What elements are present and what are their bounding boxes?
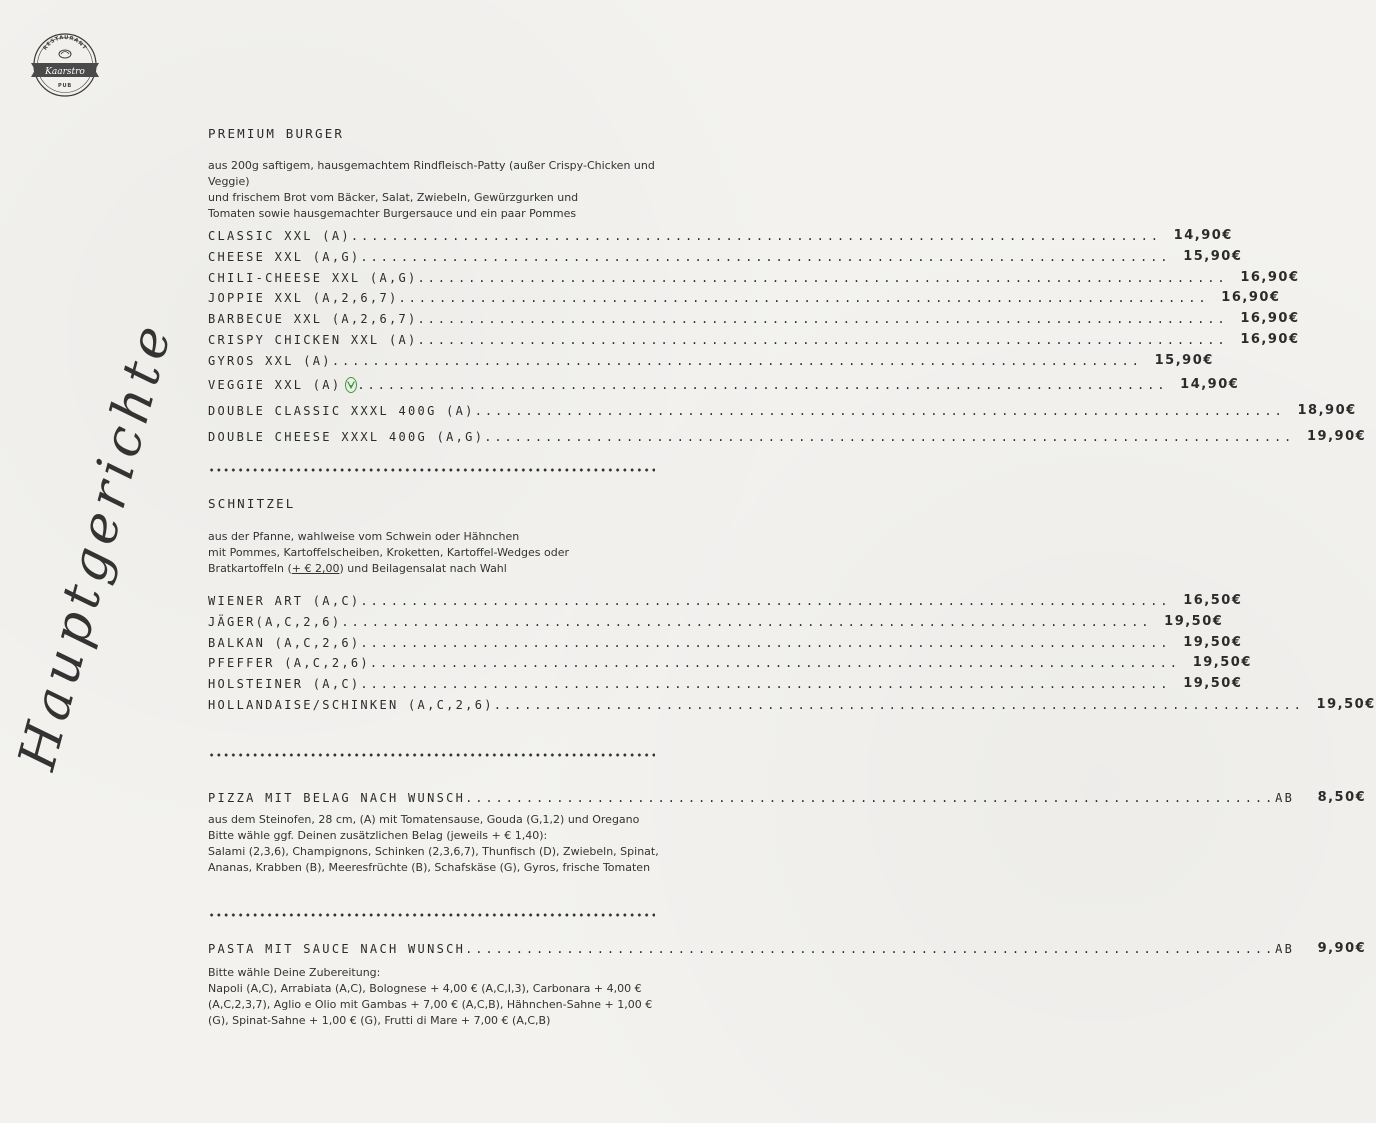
menu-item: [208, 612, 1224, 633]
item-price: 16,90€: [1221, 290, 1281, 306]
leader-dots: ................................................................................: [398, 291, 1209, 306]
schnitzel-desc-line: aus der Pfanne, wahlweise vom Schwein oder Hähnchen: [208, 530, 520, 543]
item-name: BALKAN (A,C,2,6): [208, 635, 361, 650]
item-price: 8,50€: [1317, 790, 1367, 805]
pizza-description: [208, 812, 678, 876]
dotted-divider: [208, 468, 655, 472]
schnitzel-title: SCHNITZEL: [208, 496, 296, 511]
leader-dots: ................................................................................: [369, 656, 1180, 671]
menu-item: [208, 424, 1367, 450]
pizza-desc-line: Salami (2,3,6), Champignons, Schinken (2,3,6,7), Thunfisch (D), Zwiebeln, Spinat,: [208, 844, 659, 858]
item-price: 19,50€: [1316, 696, 1376, 712]
item-name: PIZZA MIT BELAG NACH WUNSCH: [208, 791, 466, 805]
leader-dots: ................................................................................: [474, 403, 1285, 418]
menu-item: [208, 351, 1214, 372]
burger-section: [208, 124, 1367, 450]
logo-bottom-text: PUB: [58, 83, 72, 89]
burger-desc-line: Tomaten sowie hausgemachter Burgersauce und ein paar Pommes: [208, 207, 577, 220]
pizza-desc-line: aus dem Steinofen, 28 cm, (A) mit Tomatensause, Gouda (G,1,2) und Oregano: [208, 812, 640, 826]
item-price: 15,90€: [1183, 248, 1243, 264]
leader-dots: ................................................................................: [341, 614, 1152, 629]
schnitzel-desc-line: Bratkartoffeln (+ € 2,00) und Beilagensalat nach Wahl: [208, 562, 507, 575]
menu-item: [208, 268, 1300, 289]
surcharge-note: + € 2,00: [291, 562, 340, 575]
pasta-description: [208, 965, 658, 1029]
item-name: CRISPY CHICKEN XXL (A): [208, 332, 418, 347]
leader-dots: ................................................................................: [417, 332, 1228, 347]
menu-item: [208, 288, 1281, 309]
price-prefix: AB: [1275, 942, 1295, 956]
leader-dots: ................................................................................: [360, 594, 1171, 608]
item-name: CLASSIC XXL (A): [208, 229, 351, 243]
menu-item: [208, 372, 1240, 398]
item-name: CHILI-CHEESE XXL (A,G): [208, 270, 418, 285]
pasta-desc-line: (A,C,2,3,7), Aglio e Olio mit Gambas + 7,00 € (A,C,B), Hähnchen-Sahne + 1,00 €: [208, 997, 653, 1011]
item-price: 19,50€: [1192, 655, 1252, 671]
item-name: DOUBLE CHEESE XXXL 400G (A,G): [208, 429, 485, 444]
menu-item: [208, 653, 1252, 674]
item-name: JÄGER(A,C,2,6): [208, 614, 342, 629]
item-price: 16,90€: [1240, 269, 1300, 285]
side-title: Hauptgerichte: [7, 314, 185, 776]
menu-item: [208, 247, 1243, 268]
leader-dots: ................................................................................: [331, 353, 1142, 368]
burger-list: [208, 226, 1367, 450]
pasta-desc-line: Napoli (A,C), Arrabiata (A,C), Bolognese + 4,00 € (A,C,I,3), Carbonara + 4,00 €: [208, 981, 642, 995]
item-name: PASTA MIT SAUCE NACH WUNSCH: [208, 942, 466, 956]
menu-item: [208, 226, 1233, 247]
leader-dots: ................................................................................: [360, 635, 1171, 650]
leader-dots: ................................................................................: [360, 249, 1171, 264]
item-name: VEGGIE XXL (A): [208, 377, 342, 392]
item-price: 19,50€: [1183, 676, 1243, 692]
item-name: HOLLANDAISE/SCHINKEN (A,C,2,6): [208, 697, 494, 712]
logo-name: Kaarstro: [45, 67, 85, 77]
menu-item: [208, 309, 1300, 330]
logo-emblem-icon: [59, 50, 71, 58]
item-name: BARBECUE XXL (A,2,6,7): [208, 312, 418, 327]
burger-title: PREMIUM BURGER: [208, 126, 345, 141]
item-name: JOPPIE XXL (A,2,6,7): [208, 291, 399, 306]
leader-dots: ................................................................................: [417, 270, 1228, 285]
item-price: 14,90€: [1173, 228, 1233, 243]
logo-top-text: RESTAURANT: [42, 34, 88, 52]
item-price: 16,90€: [1240, 311, 1300, 327]
pasta-desc-line: Bitte wähle Deine Zubereitung:: [208, 965, 381, 979]
restaurant-logo: [27, 29, 103, 101]
item-name: CHEESE XXL (A,G): [208, 249, 361, 264]
leader-dots: ................................................................................: [357, 377, 1168, 392]
leader-dots: ................................................................................: [465, 942, 1276, 956]
pizza-desc-line: Bitte wähle ggf. Deinen zusätzlichen Belag (jeweils + € 1,40):: [208, 828, 548, 842]
item-price: 16,90€: [1240, 331, 1300, 347]
item-price: 15,90€: [1154, 352, 1214, 368]
leader-dots: ................................................................................: [417, 312, 1228, 327]
menu-item: [208, 674, 1243, 695]
leader-dots: ................................................................................: [360, 677, 1171, 692]
burger-description: [208, 158, 678, 222]
pasta-heading: [208, 939, 1367, 960]
menu-item: [208, 695, 1376, 716]
item-price: 19,50€: [1164, 613, 1224, 629]
burger-desc-line: und frischem Brot vom Bäcker, Salat, Zwiebeln, Gewürzgurken und: [208, 191, 579, 204]
burger-desc-line: Veggie): [208, 175, 250, 188]
item-name: DOUBLE CLASSIC XXXL 400G (A): [208, 403, 475, 418]
svg-text:RESTAURANT: [42, 35, 87, 52]
item-price: 14,90€: [1180, 376, 1240, 392]
item-name: WIENER ART (A,C): [208, 594, 361, 608]
schnitzel-section: [208, 494, 1376, 716]
item-price: 16,50€: [1183, 593, 1243, 608]
pizza-desc-line: Ananas, Krabben (B), Meeresfrüchte (B), Schafskäse (G), Gyros, frische Tomaten: [208, 860, 651, 874]
item-price: 9,90€: [1317, 941, 1367, 956]
schnitzel-description: [208, 529, 660, 577]
schnitzel-list: [208, 591, 1376, 716]
leader-dots: ................................................................................: [350, 229, 1161, 243]
schnitzel-desc-line: mit Pommes, Kartoffelscheiben, Kroketten, Kartoffel-Wedges oder: [208, 546, 570, 559]
menu-item: [208, 330, 1300, 351]
pasta-desc-line: (G), Spinat-Sahne + 1,00 € (G), Frutti di Mare + 7,00 € (A,C,B): [208, 1013, 551, 1027]
dotted-divider: [208, 913, 655, 917]
pizza-section: [208, 788, 1367, 876]
price-prefix: AB: [1275, 791, 1295, 805]
item-name: HOLSTEINER (A,C): [208, 677, 361, 692]
item-price: 19,50€: [1183, 634, 1243, 650]
dotted-divider: [208, 753, 655, 757]
pasta-section: [208, 939, 1367, 1029]
leader-dots: ................................................................................: [465, 791, 1276, 805]
burger-desc-line: aus 200g saftigem, hausgemachtem Rindfleisch-Patty (außer Crispy-Chicken und: [208, 159, 655, 172]
item-price: 18,90€: [1297, 402, 1357, 418]
item-name: PFEFFER (A,C,2,6): [208, 656, 370, 671]
pizza-heading: [208, 788, 1367, 809]
menu-item: [208, 591, 1243, 612]
menu-item: [208, 398, 1357, 424]
item-price: 19,90€: [1307, 428, 1367, 444]
menu-item: [208, 633, 1243, 654]
item-name: GYROS XXL (A): [208, 353, 332, 368]
leader-dots: ................................................................................: [484, 429, 1295, 444]
leader-dots: ................................................................................: [493, 697, 1304, 712]
veggie-leaf-icon: [345, 377, 357, 393]
